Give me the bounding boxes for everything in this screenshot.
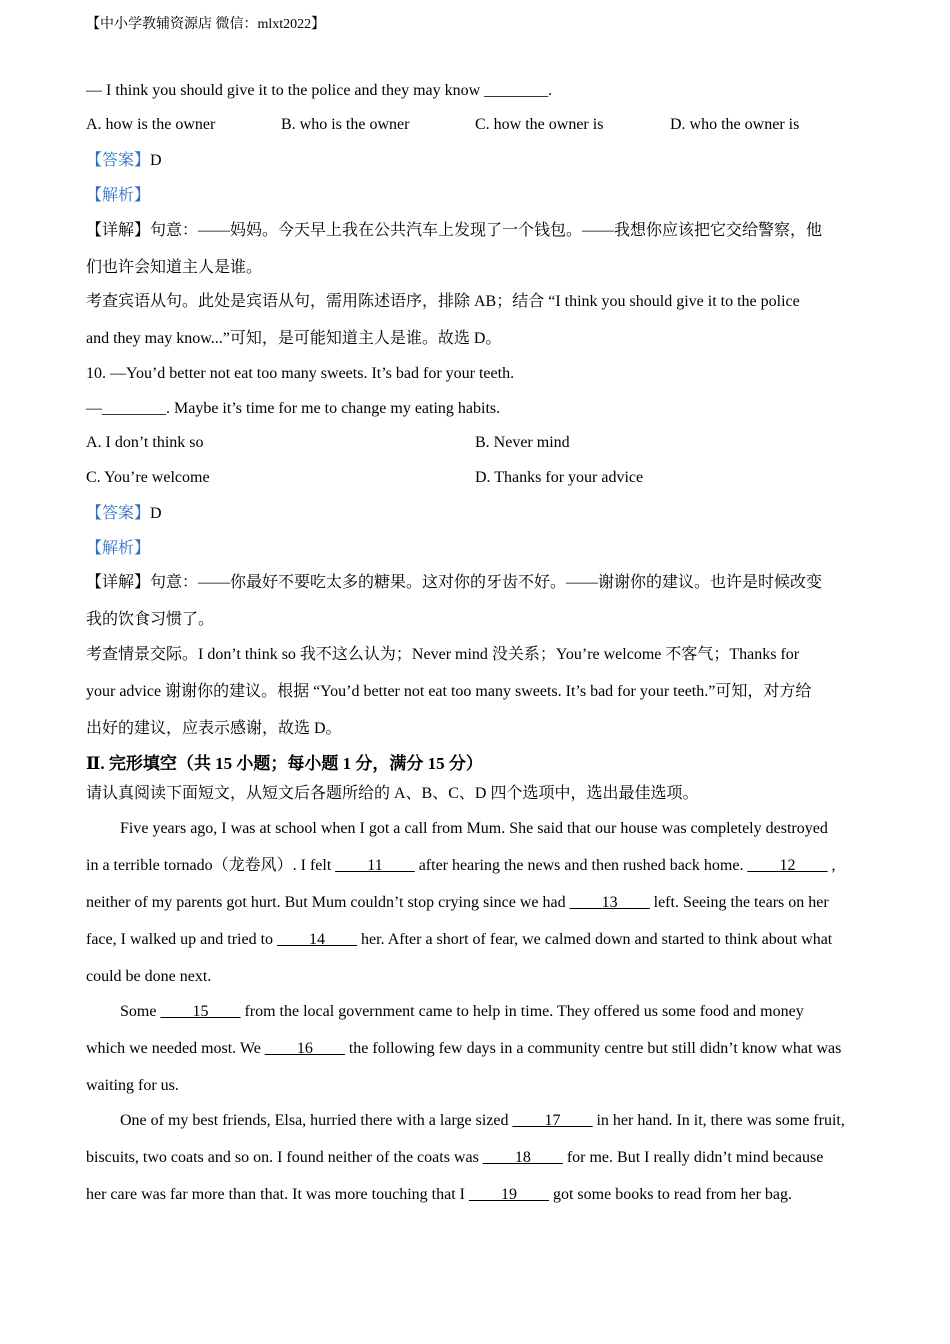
q10-option-b: B. Never mind [475,434,570,451]
passage-p2-line-3: waiting for us. [86,1077,179,1094]
text-segment: in a terrible tornado（龙卷风）. I felt [86,857,336,874]
answer-value: D [150,152,162,169]
blank-19: ____19____ [468,1186,549,1203]
q10-detail-line-1: 【详解】句意：——你最好不要吃太多的糖果。这对你的牙齿不好。——谢谢你的建议。也许是时候改变 [86,574,823,591]
passage-p3-line-2 [86,1148,823,1168]
q9-detail-line-4: and they may know...”可知，是可能知道主人是谁。故选 D。 [86,330,502,347]
blank-16: ____16____ [264,1040,345,1057]
q10-analysis-tag: 【解析】 [86,540,151,557]
text-segment: the following few days in a community centre but still didn’t know what was [344,1040,842,1057]
passage-p1-line-3 [86,893,829,913]
text-segment: face, I walked up and tried to [86,931,278,948]
blank-14: ____14____ [277,931,358,948]
q10-detail-line-4: your advice 谢谢你的建议。根据 “You’d better not eat too many sweets. It’s bad for your teeth.”可知，对方给 [86,683,812,700]
text-segment: in her hand. In it, there was some fruit, [592,1112,845,1129]
text-segment: her care was far more than that. It was more touching that I [86,1186,469,1203]
text-segment: Some [120,1003,161,1020]
blank-12: ____12____ [747,857,828,874]
q10-dialog-b: —________. Maybe it’s time for me to change my eating habits. [86,400,501,417]
blank-15: ____15____ [160,1003,241,1020]
answer-value: D [150,505,162,522]
passage-p1-line-2 [86,856,835,876]
q9-detail-line-3: 考查宾语从句。此处是宾语从句，需用陈述语序，排除 AB；结合 “I think you should give it to the police [86,293,800,310]
section-instruction: 请认真阅读下面短文，从短文后各题所给的 A、B、C、D 四个选项中，选出最佳选项。 [86,785,699,802]
text-segment: got some books to read from her bag. [548,1186,793,1203]
text-segment: for me. But I really didn’t mind because [562,1149,824,1166]
passage-p1-line-1: Five years ago, I was at school when I got a call from Mum. She said that our house was completely destroyed [120,820,828,837]
q10-answer [86,504,162,524]
header-watermark: 【中小学教辅资源店 微信：mlxt2022】 [86,17,326,32]
text-segment: after hearing the news and then rushed back home. [414,857,748,874]
q10-option-c: C. You’re welcome [86,469,210,486]
q10-detail-line-5: 出好的建议，应表示感谢，故选 D。 [86,720,342,737]
q10-option-d: D. Thanks for your advice [475,469,644,486]
section-title: Ⅱ. 完形填空（共 15 小题；每小题 1 分，满分 15 分） [86,754,483,773]
blank-11: ____11____ [335,857,415,874]
passage-p3-line-1 [86,1111,845,1131]
blank-18: ____18____ [482,1149,563,1166]
q9-analysis-tag: 【解析】 [86,187,151,204]
q9-answer [86,151,162,171]
passage-p2-line-1 [86,1002,804,1022]
answer-tag: 【答案】 [86,152,151,169]
blank-17: ____17____ [512,1112,593,1129]
q9-dialog-b: — I think you should give it to the police and they may know ________. [86,82,553,99]
passage-p3-line-3 [86,1185,792,1205]
text-segment: biscuits, two coats and so on. I found neither of the coats was [86,1149,483,1166]
text-segment: , [827,857,836,874]
text-segment: her. After a short of fear, we calmed down and started to think about what [357,931,833,948]
text-segment: which we needed most. We [86,1040,265,1057]
q10-option-a: A. I don’t think so [86,434,204,451]
text-segment: from the local government came to help in time. They offered us some food and money [240,1003,804,1020]
answer-tag: 【答案】 [86,505,151,522]
q9-detail-line-1: 【详解】句意：——妈妈。今天早上我在公共汽车上发现了一个钱包。——我想你应该把它交给警察，他 [86,222,823,239]
blank-13: ____13____ [569,894,650,911]
q9-option-b: B. who is the owner [281,116,410,133]
q9-option-a: A. how is the owner [86,116,216,133]
passage-p1-line-4 [86,930,832,950]
q9-option-c: C. how the owner is [475,116,604,133]
text-segment: neither of my parents got hurt. But Mum couldn’t stop crying since we had [86,894,570,911]
q9-option-d: D. who the owner is [670,116,800,133]
q10-detail-line-2: 我的饮食习惯了。 [86,611,215,628]
passage-p1-line-5: could be done next. [86,968,212,985]
text-segment: One of my best friends, Elsa, hurried there with a large sized [120,1112,513,1129]
text-segment: left. Seeing the tears on her [649,894,829,911]
q9-detail-line-2: 们也许会知道主人是谁。 [86,259,263,276]
passage-p2-line-2 [86,1039,841,1059]
q10-detail-line-3: 考查情景交际。I don’t think so 我不这么认为；Never mind 没关系；You’re welcome 不客气；Thanks for [86,646,800,663]
q10-dialog-a: 10. —You’d better not eat too many sweets. It’s bad for your teeth. [86,365,515,382]
